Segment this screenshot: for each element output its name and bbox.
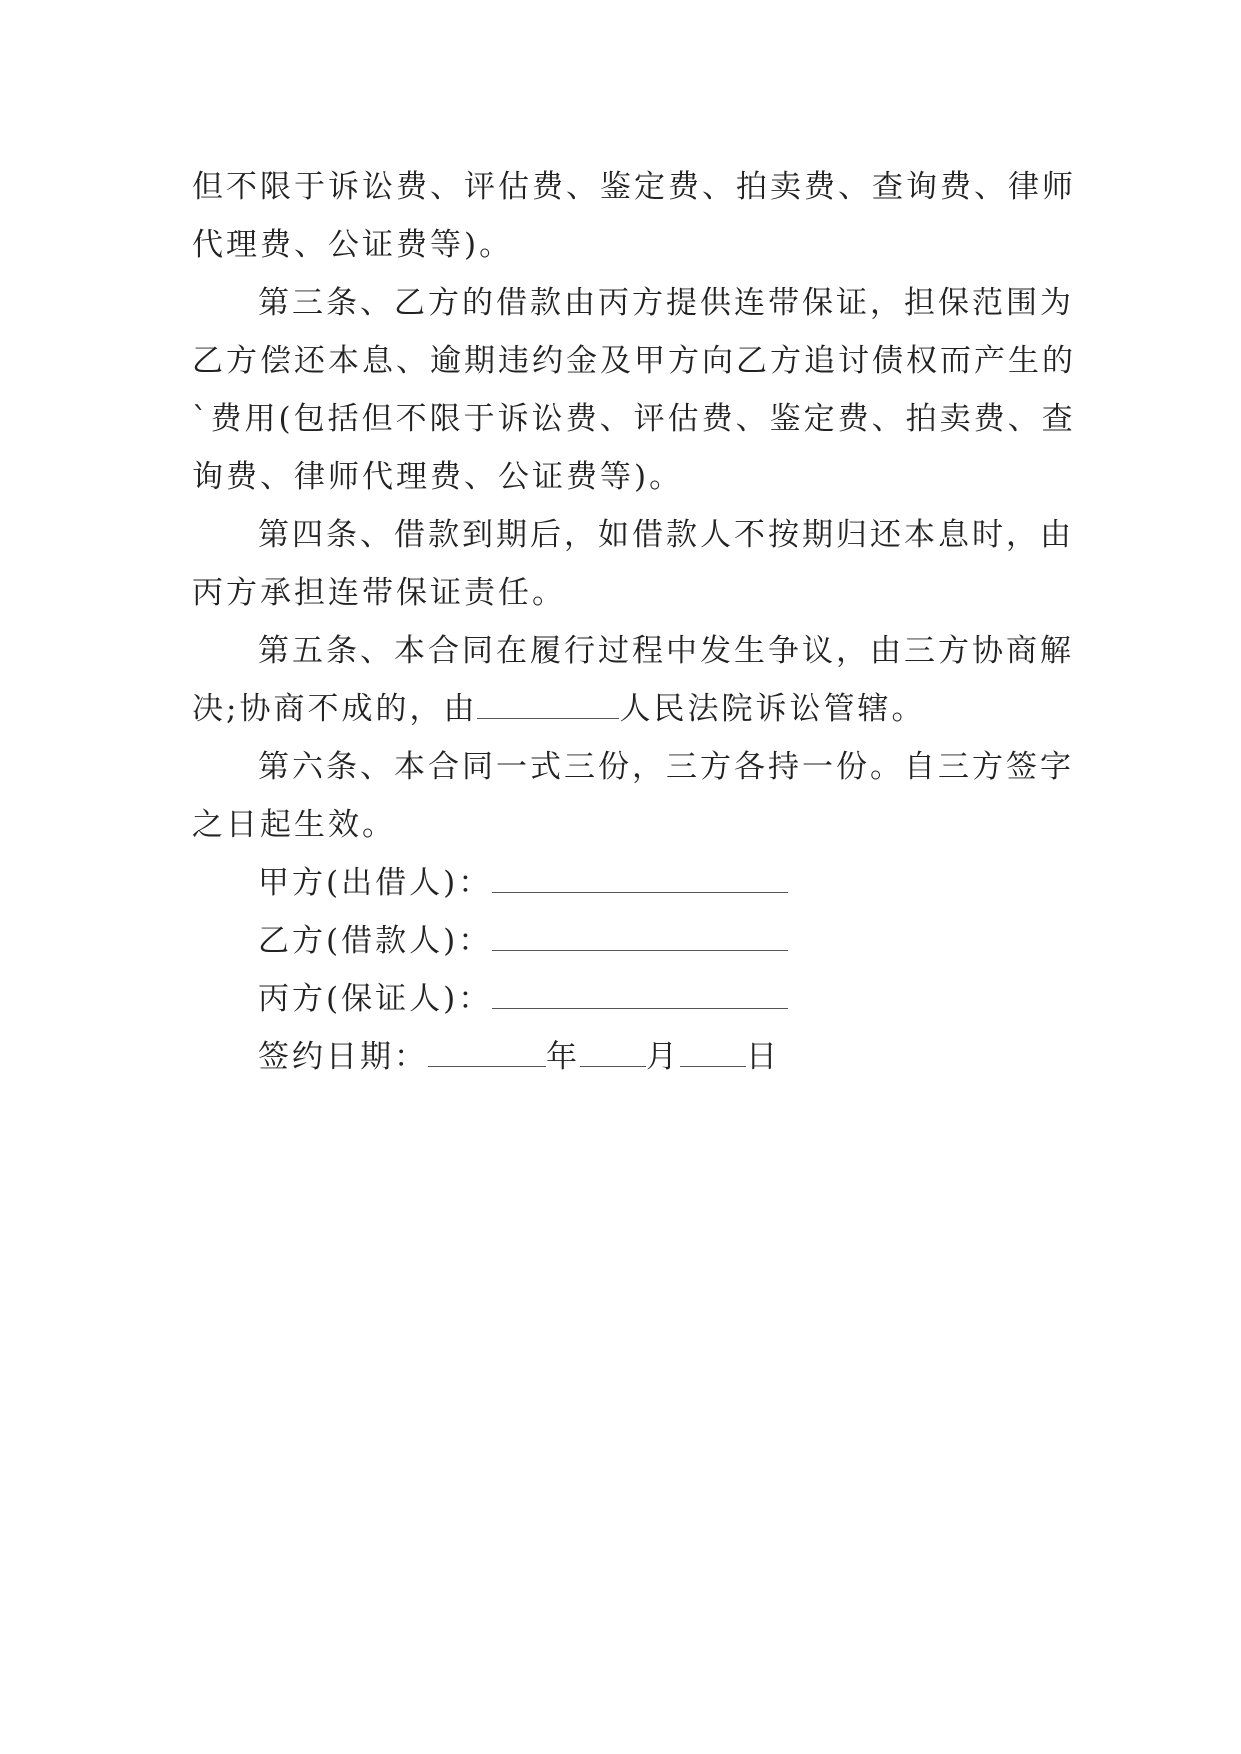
article-4-line-1: 第四条、借款到期后，如借款人不按期归还本息时，由 <box>258 517 1074 553</box>
article-4-line-2: 丙方承担连带保证责任。 <box>192 575 566 611</box>
party-a-signature-blank <box>492 866 788 893</box>
day-blank <box>680 1040 746 1067</box>
party-a-label: 甲方(出借人)： <box>258 865 493 901</box>
date-label: 签约日期： <box>258 1039 428 1075</box>
party-c-signature-blank <box>492 982 788 1009</box>
year-label: 年 <box>546 1039 580 1075</box>
article-6-line-1: 第六条、本合同一式三份，三方各持一份。自三方签字 <box>258 749 1074 785</box>
signature-party-c <box>192 970 1052 1028</box>
day-label: 日 <box>746 1039 780 1075</box>
article-3-line-3: `费用(包括但不限于诉讼费、评估费、鉴定费、拍卖费、查 <box>192 401 1076 437</box>
signature-party-a <box>192 854 1052 912</box>
article-6-line-2: 之日起生效。 <box>192 807 396 843</box>
party-c-label: 丙方(保证人)： <box>258 981 493 1017</box>
party-b-signature-blank <box>492 924 788 951</box>
article-5-line-1: 第五条、本合同在履行过程中发生争议，由三方协商解 <box>258 633 1074 669</box>
contract-body <box>192 158 1076 1086</box>
article-3-line-1: 第三条、乙方的借款由丙方提供连带保证，担保范围为 <box>258 285 1074 321</box>
month-label: 月 <box>646 1039 680 1075</box>
article-3-line-2: 乙方偿还本息、逾期违约金及甲方向乙方追讨债权而产生的 <box>192 343 1076 379</box>
party-b-label: 乙方(借款人)： <box>258 923 493 959</box>
paragraph-2-line-1: 但不限于诉讼费、评估费、鉴定费、拍卖费、查询费、律师 <box>192 169 1076 205</box>
article-3-line-4: 询费、律师代理费、公证费等)。 <box>192 459 684 495</box>
court-name-blank <box>477 692 619 719</box>
year-blank <box>428 1040 546 1067</box>
article-5-text-after: 人民法院诉讼管辖。 <box>619 691 926 727</box>
signing-date <box>192 1028 1052 1086</box>
paragraph-2-line-2: 代理费、公证费等)。 <box>192 227 514 263</box>
month-blank <box>580 1040 646 1067</box>
article-5-line-2 <box>192 680 1052 738</box>
article-5-text-before: 决;协商不成的，由 <box>192 691 478 727</box>
signature-party-b <box>192 912 1052 970</box>
